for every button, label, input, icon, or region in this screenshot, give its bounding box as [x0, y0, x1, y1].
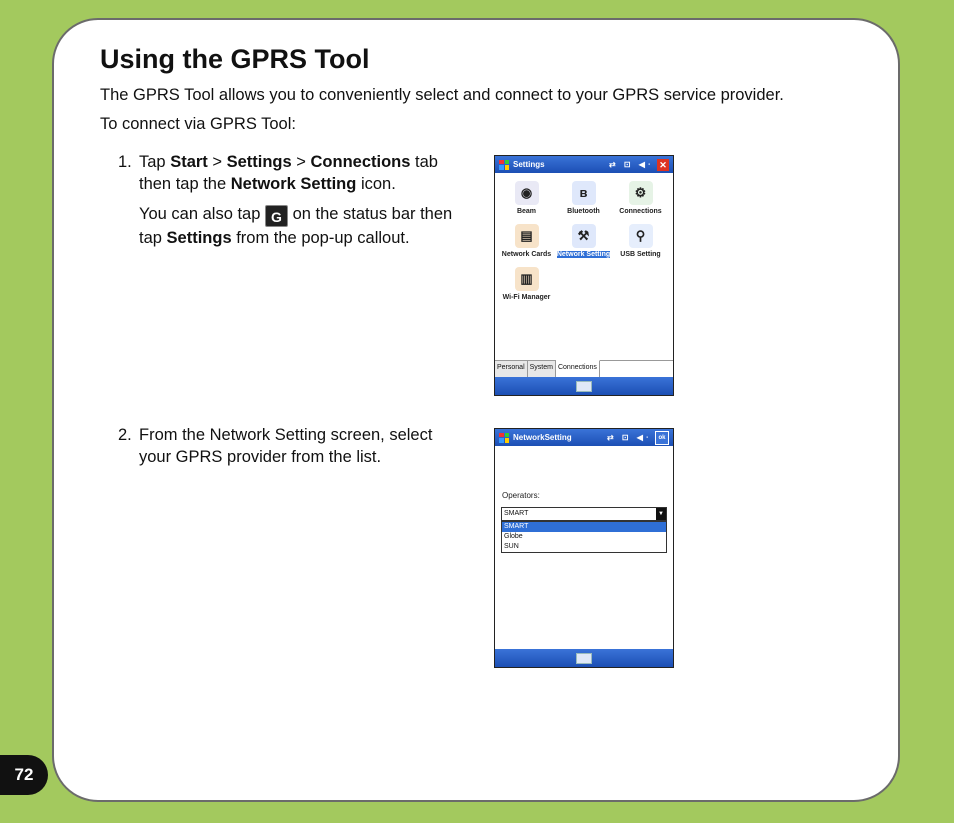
settings-item-label: Bluetooth — [567, 208, 600, 215]
settings-item-label: Beam — [516, 208, 537, 215]
settings-item-bluetooth[interactable] — [555, 181, 612, 216]
step-1-alt-text: You can also tap G on the status bar then tap Settings from the pop-up callout. — [139, 205, 453, 247]
settings-item-network-cards[interactable] — [498, 224, 555, 259]
windows-start-icon[interactable] — [499, 433, 509, 443]
soft-input-bar — [495, 377, 673, 395]
soft-input-bar — [495, 649, 673, 667]
chevron-down-icon[interactable]: ▼ — [656, 508, 666, 520]
status-tray-icons[interactable]: ⇄ ⊡ ◀ᐧ — [606, 433, 651, 442]
ok-button[interactable]: ok — [655, 431, 669, 445]
tab-system[interactable]: System — [528, 361, 556, 378]
operator-selected-value: SMART — [504, 510, 529, 517]
keyboard-icon[interactable] — [576, 381, 592, 392]
settings-titlebar — [495, 156, 673, 173]
operator-option[interactable]: SUN — [504, 543, 519, 550]
tab-personal[interactable]: Personal — [495, 361, 528, 378]
page-number: 72 — [0, 755, 48, 795]
gprs-status-icon: G — [265, 205, 288, 227]
settings-item-label: Wi-Fi Manager — [502, 294, 551, 301]
network-setting-screenshot — [494, 428, 674, 668]
settings-item-wifi-manager[interactable] — [498, 267, 555, 302]
settings-icon-grid — [495, 173, 673, 302]
settings-item-label: Connections — [619, 208, 662, 215]
intro-text: The GPRS Tool allows you to conveniently select and connect to your GPRS service provider. — [100, 86, 784, 104]
page-card — [52, 18, 900, 802]
bluetooth-icon: ʙ — [572, 181, 596, 205]
page-title: Using the GPRS Tool — [100, 44, 370, 74]
settings-item-beam[interactable] — [498, 181, 555, 216]
windows-start-icon[interactable] — [499, 160, 509, 170]
wifi-manager-icon: ▥ — [515, 267, 539, 291]
settings-item-network-setting[interactable] — [555, 224, 612, 259]
keyboard-icon[interactable] — [576, 653, 592, 664]
usb-setting-icon: ⚲ — [629, 224, 653, 248]
operator-select[interactable] — [501, 507, 667, 521]
step-1-text: Tap Start > Settings > Connections tab then tap the Network Setting icon. — [139, 153, 438, 193]
settings-tabs — [495, 360, 673, 378]
settings-item-label: USB Setting — [620, 251, 661, 258]
step-2-text: From the Network Setting screen, select your GPRS provider from the list. — [139, 426, 433, 466]
intro-instruction: To connect via GPRS Tool: — [100, 115, 296, 133]
network-setting-icon: ⚒ — [572, 224, 596, 248]
operator-dropdown-list — [501, 521, 667, 553]
settings-item-connections[interactable] — [612, 181, 669, 216]
settings-item-usb-setting[interactable] — [612, 224, 669, 259]
settings-item-label: Network Cards — [501, 251, 552, 258]
operators-label: Operators: — [502, 491, 540, 500]
operator-option[interactable]: Globe — [504, 533, 523, 540]
connections-icon: ⚙ — [629, 181, 653, 205]
tab-connections[interactable]: Connections — [556, 360, 600, 378]
network-cards-icon: ▤ — [515, 224, 539, 248]
operator-option[interactable]: SMART — [502, 522, 666, 532]
settings-item-label: Network Setting — [556, 251, 611, 258]
network-titlebar — [495, 429, 673, 446]
step-2 — [118, 424, 448, 468]
step-2-number: 2. — [118, 426, 132, 444]
step-1-number: 1. — [118, 153, 132, 171]
network-title: NetworkSetting — [513, 433, 572, 442]
beam-icon: ◉ — [515, 181, 539, 205]
settings-title: Settings — [513, 160, 545, 169]
step-1 — [118, 151, 468, 249]
status-tray-icons[interactable]: ⇄ ⊡ ◀ᐧ — [608, 160, 653, 169]
settings-screenshot — [494, 155, 674, 396]
close-icon[interactable]: ✕ — [657, 159, 669, 171]
